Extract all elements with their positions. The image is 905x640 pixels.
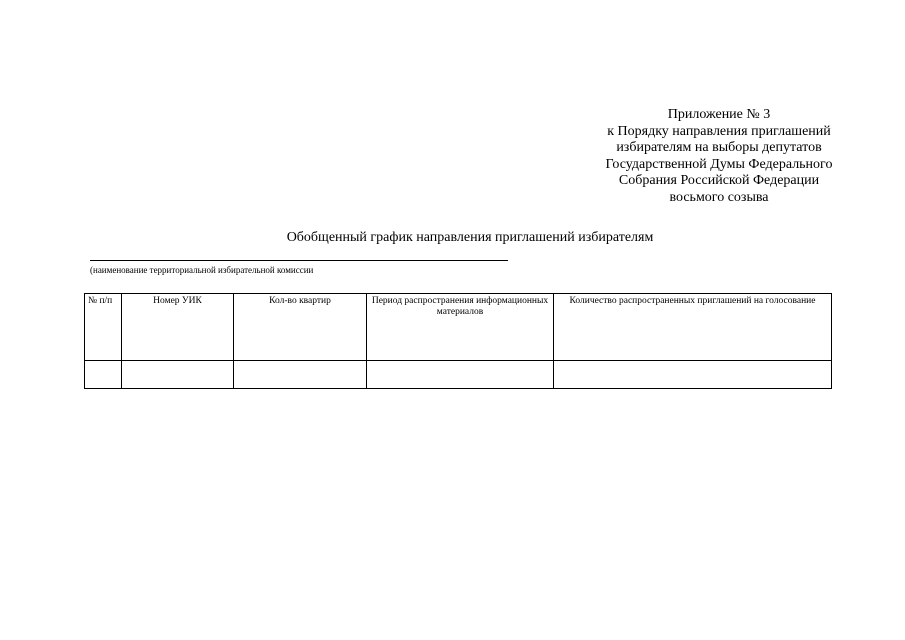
appendix-line: избирателям на выборы депутатов (616, 140, 822, 155)
table-cell (554, 361, 832, 389)
table-cell (367, 361, 554, 389)
header-polling-station-number: Номер УИК (122, 294, 234, 361)
appendix-line: к Порядку направления приглашений (607, 123, 831, 139)
header-invitations-count: Количество распространенных приглашений на голосование (554, 294, 832, 361)
table-cell (122, 361, 234, 389)
header-apartment-count: Кол-во квартир (234, 294, 367, 361)
header-number: № п/п (85, 294, 122, 361)
schedule-table (84, 293, 832, 389)
table-cell (85, 361, 122, 389)
commission-name-caption: (наименование территориальной избирательной комиссии (90, 265, 314, 275)
appendix-header (560, 107, 878, 206)
appendix-line: Собрания Российской Федерации (618, 173, 820, 188)
document-title: Обобщенный график направления приглашений избирателям (286, 230, 654, 245)
table-header-row (85, 294, 832, 361)
header-distribution-period: Период распространения информационных материалов (367, 294, 554, 361)
appendix-line: Приложение № 3 (667, 107, 771, 122)
appendix-line: восьмого созыва (669, 189, 769, 205)
appendix-line: Государственной Думы Федерального (605, 156, 833, 172)
commission-name-line (90, 260, 508, 261)
table-row (85, 361, 832, 389)
table-cell (234, 361, 367, 389)
